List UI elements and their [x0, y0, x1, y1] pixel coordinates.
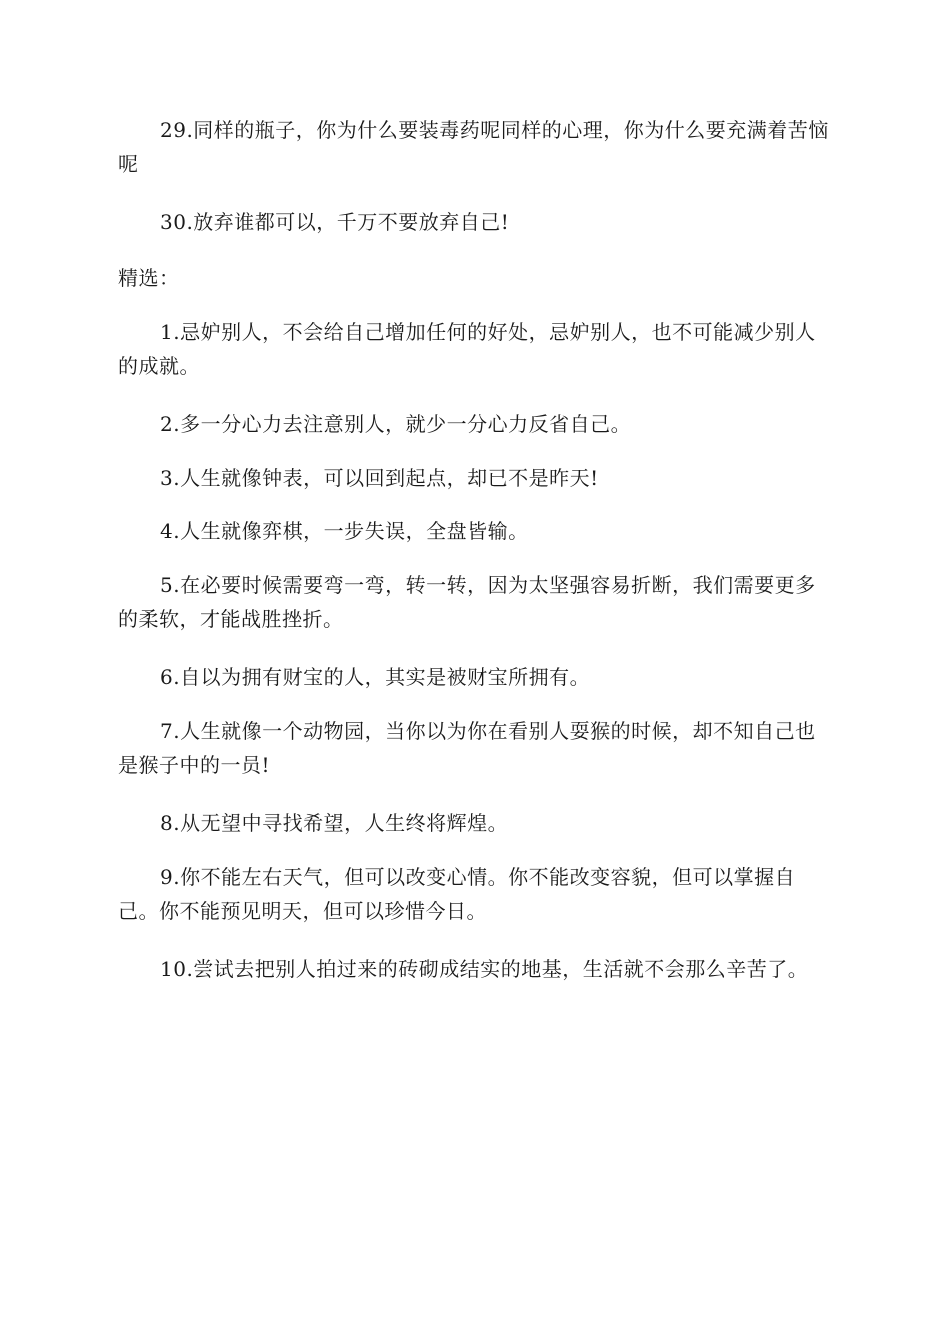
quote-8: 8.从无望中寻找希望，人生终将辉煌。 — [160, 811, 509, 835]
quote-2: 2.多一分心力去注意别人，就少一分心力反省自己。 — [160, 412, 632, 436]
quote-1: 1.忌妒别人，不会给自己增加任何的好处，忌妒别人，也不可能减少别人的成就。 — [118, 320, 816, 378]
quote-10: 10.尝试去把别人拍过来的砖砌成结实的地基，生活就不会那么辛苦了。 — [160, 957, 809, 981]
quote-5: 5.在必要时候需要弯一弯，转一转，因为太坚强容易折断，我们需要更多的柔软，才能战胜挫折。 — [118, 573, 816, 631]
quote-7: 7.人生就像一个动物园，当你以为你在看别人耍猴的时候，却不知自己也是猴子中的一员! — [118, 719, 816, 777]
quote-4: 4.人生就像弈棋，一步失误，全盘皆输。 — [160, 519, 529, 543]
quote-6: 6.自以为拥有财宝的人，其实是被财宝所拥有。 — [160, 665, 591, 689]
quote-3: 3.人生就像钟表，可以回到起点，却已不是昨天! — [160, 466, 599, 490]
quote-9: 9.你不能左右天气，但可以改变心情。你不能改变容貌，但可以掌握自己。你不能预见明天，但可以珍惜今日。 — [118, 865, 796, 923]
paragraph-30: 30.放弃谁都可以，千万不要放弃自己! — [160, 210, 510, 234]
section-heading: 精选： — [118, 266, 180, 290]
paragraph-29: 29.同样的瓶子，你为什么要装毒药呢同样的心理，你为什么要充满着苦恼呢 — [118, 118, 829, 176]
